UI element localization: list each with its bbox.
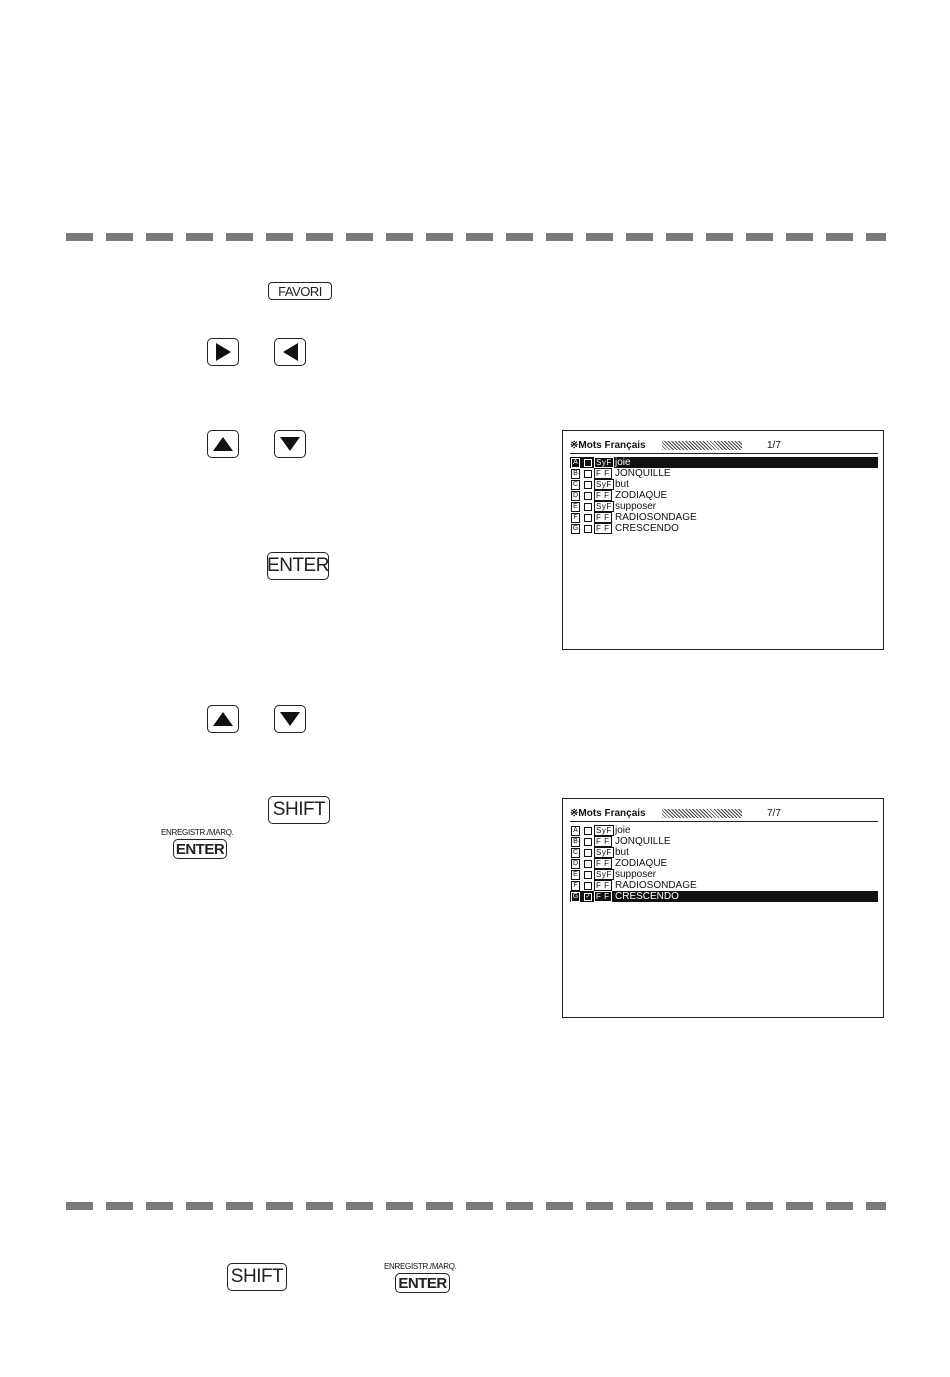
- dictionary-tag: SyF: [596, 826, 612, 835]
- checkbox[interactable]: [584, 871, 592, 879]
- row-letter: C: [572, 481, 579, 488]
- checkbox[interactable]: ✓: [585, 894, 591, 900]
- row-letter: C: [572, 849, 579, 856]
- checkbox[interactable]: [584, 514, 592, 522]
- word-label: CRESCENDO: [615, 891, 679, 902]
- enter-key-enregistr-bottom: ENTER: [395, 1273, 450, 1293]
- list-item[interactable]: [570, 501, 878, 512]
- row-letter: B: [571, 837, 580, 847]
- word-label: RADIOSONDAGE: [615, 512, 697, 523]
- word-label: joie: [615, 457, 631, 468]
- word-label: ZODIAQUE: [615, 858, 668, 869]
- arrow-down-icon: [280, 712, 300, 726]
- arrow-right-icon: [216, 343, 231, 361]
- screen-title: ※Mots Français: [570, 808, 646, 819]
- list-item[interactable]: [570, 457, 878, 468]
- dictionary-tag: SyF: [596, 502, 612, 511]
- word-label: joie: [615, 825, 631, 836]
- checkbox[interactable]: [584, 481, 592, 489]
- favori-key: FAVORI: [268, 282, 332, 300]
- dictionary-tag: SyF: [596, 480, 612, 489]
- list-item[interactable]: [570, 512, 878, 523]
- list-item[interactable]: [570, 869, 878, 880]
- list-item[interactable]: [570, 825, 878, 836]
- word-label: supposer: [615, 869, 657, 880]
- screen-header: [570, 438, 878, 454]
- word-list: [570, 825, 878, 902]
- title-hatch: [662, 809, 742, 818]
- arrow-left-icon: [283, 343, 298, 361]
- shift-key-bottom: SHIFT: [227, 1263, 287, 1291]
- row-letter: E: [571, 502, 580, 512]
- row-letter: A: [571, 826, 580, 836]
- word-label: ZODIAQUE: [615, 490, 668, 501]
- checkbox[interactable]: [584, 470, 592, 478]
- list-item[interactable]: [570, 490, 878, 501]
- dictionary-tag: F F: [596, 513, 610, 522]
- enregistr-marq-label-bottom: ENREGISTR./MARQ.: [384, 1262, 457, 1271]
- arrow-down-key-2: [274, 705, 306, 733]
- dictionary-tag: F F: [596, 881, 610, 890]
- list-item[interactable]: [570, 479, 878, 490]
- checkbox[interactable]: [584, 459, 592, 467]
- dictionary-tag: F F: [596, 491, 610, 500]
- page-indicator: 1/7: [767, 440, 781, 451]
- word-label: CRESCENDO: [615, 523, 679, 534]
- checkbox[interactable]: [584, 492, 592, 500]
- lcd-screen-2: [562, 798, 884, 1018]
- screen-header: [570, 806, 878, 822]
- section-divider-bottom: [66, 1202, 886, 1210]
- dictionary-tag: F F: [596, 524, 610, 533]
- list-item[interactable]: [570, 468, 878, 479]
- dictionary-tag: SyF: [596, 458, 612, 467]
- row-letter: G: [572, 525, 579, 532]
- list-item[interactable]: [570, 858, 878, 869]
- checkbox[interactable]: [584, 860, 592, 868]
- list-item[interactable]: [570, 836, 878, 847]
- arrow-down-icon: [280, 437, 300, 451]
- checkbox[interactable]: [584, 503, 592, 511]
- arrow-up-key: [207, 430, 239, 458]
- word-list: [570, 457, 878, 534]
- arrow-left-key: [274, 338, 306, 366]
- list-item[interactable]: [570, 847, 878, 858]
- list-item[interactable]: [570, 880, 878, 891]
- list-item[interactable]: [570, 523, 878, 534]
- dictionary-tag: F F: [596, 469, 610, 478]
- section-divider-top: [66, 233, 886, 241]
- page-indicator: 7/7: [767, 808, 781, 819]
- row-letter: E: [571, 870, 580, 880]
- arrow-up-icon: [213, 712, 233, 726]
- word-label: supposer: [615, 501, 657, 512]
- checkbox[interactable]: [584, 838, 592, 846]
- word-label: JONQUILLE: [615, 468, 671, 479]
- word-label: RADIOSONDAGE: [615, 880, 697, 891]
- word-label: JONQUILLE: [615, 836, 671, 847]
- enter-key-enregistr: ENTER: [173, 839, 227, 859]
- row-letter: G: [572, 893, 579, 900]
- row-letter: A: [571, 458, 580, 468]
- checkbox[interactable]: [584, 849, 592, 857]
- checkbox[interactable]: [584, 525, 592, 533]
- arrow-up-icon: [213, 437, 233, 451]
- arrow-right-key: [207, 338, 239, 366]
- row-letter: F: [571, 881, 580, 891]
- row-letter: F: [571, 513, 580, 523]
- row-letter: B: [571, 469, 580, 479]
- word-label: but: [615, 479, 629, 490]
- dictionary-tag: SyF: [596, 848, 612, 857]
- shift-key: SHIFT: [268, 796, 330, 824]
- checkbox[interactable]: [584, 882, 592, 890]
- dictionary-tag: F F: [596, 892, 610, 901]
- enregistr-marq-label: ENREGISTR./MARQ.: [161, 828, 234, 837]
- enter-key: ENTER: [267, 552, 329, 580]
- checkbox[interactable]: [584, 827, 592, 835]
- arrow-up-key-2: [207, 705, 239, 733]
- arrow-down-key: [274, 430, 306, 458]
- list-item[interactable]: [570, 891, 878, 902]
- dictionary-tag: F F: [596, 837, 610, 846]
- row-letter: D: [572, 860, 579, 867]
- dictionary-tag: F F: [596, 859, 610, 868]
- word-label: but: [615, 847, 629, 858]
- title-hatch: [662, 441, 742, 450]
- screen-title: ※Mots Français: [570, 440, 646, 451]
- lcd-screen-1: [562, 430, 884, 650]
- dictionary-tag: SyF: [596, 870, 612, 879]
- row-letter: D: [572, 492, 579, 499]
